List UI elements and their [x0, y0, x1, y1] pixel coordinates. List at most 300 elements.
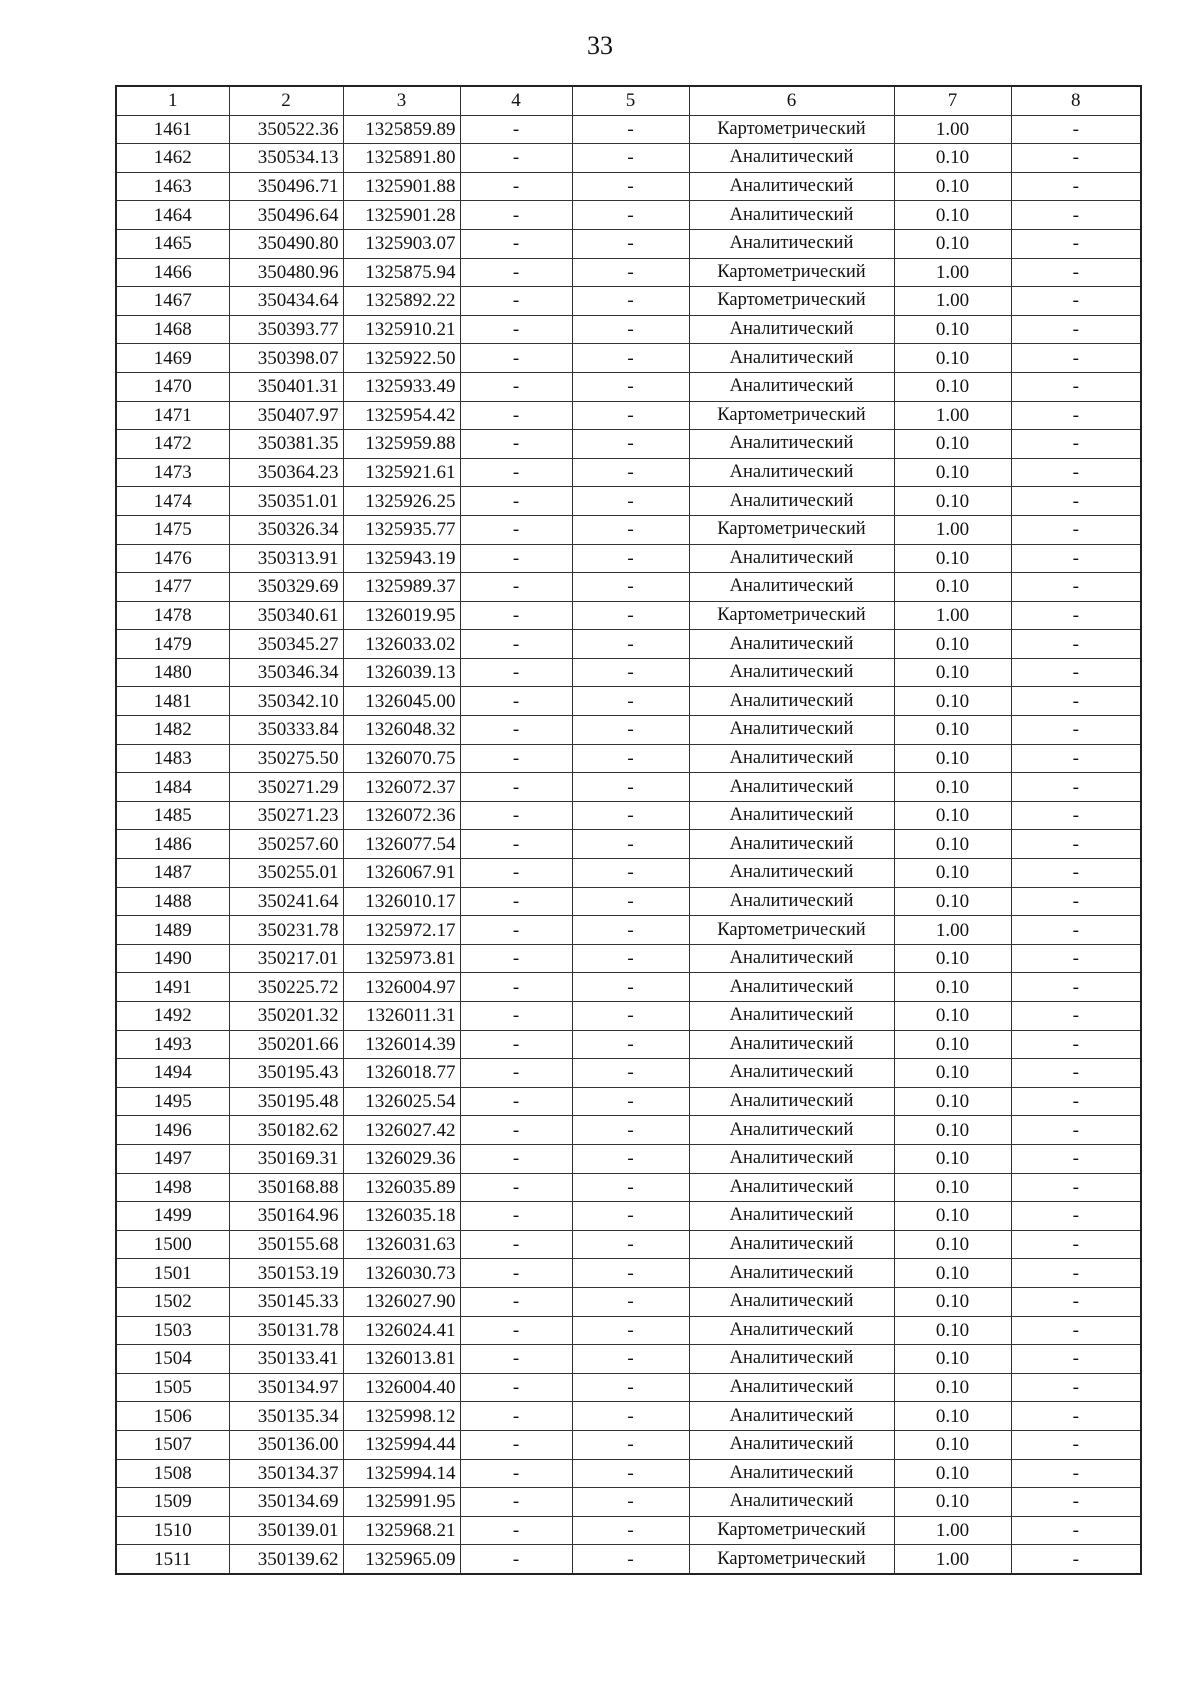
y-coordinate-cell: 1326070.75	[343, 744, 460, 773]
point-number-cell: 1505	[116, 1373, 229, 1402]
table-row	[116, 115, 1141, 144]
y-coordinate-cell: 1325891.80	[343, 144, 460, 173]
table-row	[116, 1488, 1141, 1517]
col8-cell: -	[1011, 372, 1141, 401]
table-row	[116, 944, 1141, 973]
method-cell: Аналитический	[689, 229, 894, 258]
y-coordinate-cell: 1326010.17	[343, 887, 460, 916]
y-coordinate-cell: 1326025.54	[343, 1087, 460, 1116]
col5-cell: -	[572, 1002, 689, 1031]
col4-cell: -	[460, 1345, 572, 1374]
method-cell: Аналитический	[689, 344, 894, 373]
col8-cell: -	[1011, 658, 1141, 687]
accuracy-cell: 0.10	[894, 1116, 1011, 1145]
method-cell: Аналитический	[689, 973, 894, 1002]
y-coordinate-cell: 1325998.12	[343, 1402, 460, 1431]
x-coordinate-cell: 350168.88	[229, 1173, 343, 1202]
accuracy-cell: 0.10	[894, 1316, 1011, 1345]
accuracy-cell: 0.10	[894, 458, 1011, 487]
col5-cell: -	[572, 1087, 689, 1116]
point-number-cell: 1495	[116, 1087, 229, 1116]
y-coordinate-cell: 1326072.37	[343, 773, 460, 802]
accuracy-cell: 0.10	[894, 201, 1011, 230]
x-coordinate-cell: 350340.61	[229, 601, 343, 630]
method-cell: Аналитический	[689, 1402, 894, 1431]
y-coordinate-cell: 1326024.41	[343, 1316, 460, 1345]
method-cell: Аналитический	[689, 773, 894, 802]
x-coordinate-cell: 350351.01	[229, 487, 343, 516]
col8-cell: -	[1011, 973, 1141, 1002]
x-coordinate-cell: 350271.23	[229, 801, 343, 830]
point-number-cell: 1490	[116, 944, 229, 973]
point-number-cell: 1504	[116, 1345, 229, 1374]
col5-cell: -	[572, 1144, 689, 1173]
method-cell: Картометрический	[689, 1516, 894, 1545]
col5-cell: -	[572, 1345, 689, 1374]
method-cell: Картометрический	[689, 287, 894, 316]
point-number-cell: 1461	[116, 115, 229, 144]
point-number-cell: 1463	[116, 172, 229, 201]
x-coordinate-cell: 350145.33	[229, 1287, 343, 1316]
accuracy-cell: 0.10	[894, 630, 1011, 659]
point-number-cell: 1467	[116, 287, 229, 316]
table-row	[116, 1316, 1141, 1345]
col5-cell: -	[572, 1459, 689, 1488]
col4-cell: -	[460, 544, 572, 573]
table-row	[116, 859, 1141, 888]
col4-cell: -	[460, 1545, 572, 1574]
accuracy-cell: 0.10	[894, 1202, 1011, 1231]
method-cell: Аналитический	[689, 887, 894, 916]
col4-cell: -	[460, 1516, 572, 1545]
method-cell: Аналитический	[689, 372, 894, 401]
col5-cell: -	[572, 830, 689, 859]
col4-cell: -	[460, 315, 572, 344]
point-number-cell: 1483	[116, 744, 229, 773]
table-row	[116, 887, 1141, 916]
col4-cell: -	[460, 1173, 572, 1202]
col5-cell: -	[572, 1430, 689, 1459]
point-number-cell: 1496	[116, 1116, 229, 1145]
col8-cell: -	[1011, 144, 1141, 173]
table-row	[116, 1087, 1141, 1116]
accuracy-cell: 1.00	[894, 601, 1011, 630]
x-coordinate-cell: 350522.36	[229, 115, 343, 144]
point-number-cell: 1476	[116, 544, 229, 573]
y-coordinate-cell: 1326027.42	[343, 1116, 460, 1145]
y-coordinate-cell: 1326013.81	[343, 1345, 460, 1374]
table-body	[116, 115, 1141, 1574]
point-number-cell: 1510	[116, 1516, 229, 1545]
col4-cell: -	[460, 744, 572, 773]
x-coordinate-cell: 350155.68	[229, 1230, 343, 1259]
accuracy-cell: 0.10	[894, 1402, 1011, 1431]
method-cell: Аналитический	[689, 944, 894, 973]
table-row	[116, 630, 1141, 659]
point-number-cell: 1508	[116, 1459, 229, 1488]
col4-cell: -	[460, 201, 572, 230]
col5-cell: -	[572, 744, 689, 773]
method-cell: Картометрический	[689, 515, 894, 544]
y-coordinate-cell: 1326048.32	[343, 716, 460, 745]
col5-cell: -	[572, 229, 689, 258]
col5-cell: -	[572, 1545, 689, 1574]
col5-cell: -	[572, 916, 689, 945]
accuracy-cell: 0.10	[894, 801, 1011, 830]
point-number-cell: 1478	[116, 601, 229, 630]
accuracy-cell: 0.10	[894, 773, 1011, 802]
table-row	[116, 744, 1141, 773]
col4-cell: -	[460, 144, 572, 173]
col4-cell: -	[460, 430, 572, 459]
y-coordinate-cell: 1325910.21	[343, 315, 460, 344]
col4-cell: -	[460, 229, 572, 258]
table-row	[116, 487, 1141, 516]
y-coordinate-cell: 1325972.17	[343, 916, 460, 945]
col4-cell: -	[460, 172, 572, 201]
header-col-7: 7	[894, 86, 1011, 115]
table-row	[116, 401, 1141, 430]
table-row	[116, 773, 1141, 802]
y-coordinate-cell: 1326072.36	[343, 801, 460, 830]
col4-cell: -	[460, 1230, 572, 1259]
col5-cell: -	[572, 687, 689, 716]
y-coordinate-cell: 1325901.28	[343, 201, 460, 230]
col4-cell: -	[460, 1259, 572, 1288]
col8-cell: -	[1011, 716, 1141, 745]
col8-cell: -	[1011, 344, 1141, 373]
col5-cell: -	[572, 430, 689, 459]
accuracy-cell: 0.10	[894, 372, 1011, 401]
col8-cell: -	[1011, 1144, 1141, 1173]
point-number-cell: 1494	[116, 1059, 229, 1088]
col8-cell: -	[1011, 744, 1141, 773]
table-row	[116, 1459, 1141, 1488]
accuracy-cell: 1.00	[894, 258, 1011, 287]
method-cell: Аналитический	[689, 687, 894, 716]
accuracy-cell: 0.10	[894, 1345, 1011, 1374]
method-cell: Аналитический	[689, 1287, 894, 1316]
x-coordinate-cell: 350393.77	[229, 315, 343, 344]
accuracy-cell: 0.10	[894, 687, 1011, 716]
table-row	[116, 687, 1141, 716]
x-coordinate-cell: 350496.64	[229, 201, 343, 230]
col8-cell: -	[1011, 887, 1141, 916]
col8-cell: -	[1011, 1516, 1141, 1545]
point-number-cell: 1481	[116, 687, 229, 716]
col5-cell: -	[572, 601, 689, 630]
method-cell: Аналитический	[689, 315, 894, 344]
accuracy-cell: 0.10	[894, 1144, 1011, 1173]
x-coordinate-cell: 350201.32	[229, 1002, 343, 1031]
x-coordinate-cell: 350333.84	[229, 716, 343, 745]
y-coordinate-cell: 1326067.91	[343, 859, 460, 888]
y-coordinate-cell: 1326039.13	[343, 658, 460, 687]
table-row	[116, 1230, 1141, 1259]
accuracy-cell: 0.10	[894, 887, 1011, 916]
table-row	[116, 1202, 1141, 1231]
header-col-2: 2	[229, 86, 343, 115]
point-number-cell: 1480	[116, 658, 229, 687]
x-coordinate-cell: 350326.34	[229, 515, 343, 544]
col5-cell: -	[572, 1287, 689, 1316]
col8-cell: -	[1011, 859, 1141, 888]
table-row	[116, 716, 1141, 745]
accuracy-cell: 1.00	[894, 287, 1011, 316]
col4-cell: -	[460, 487, 572, 516]
y-coordinate-cell: 1326004.40	[343, 1373, 460, 1402]
method-cell: Аналитический	[689, 172, 894, 201]
table-row	[116, 172, 1141, 201]
x-coordinate-cell: 350329.69	[229, 573, 343, 602]
col8-cell: -	[1011, 944, 1141, 973]
col5-cell: -	[572, 1488, 689, 1517]
col4-cell: -	[460, 1402, 572, 1431]
col8-cell: -	[1011, 1373, 1141, 1402]
table-row	[116, 1402, 1141, 1431]
col8-cell: -	[1011, 1087, 1141, 1116]
table-row	[116, 287, 1141, 316]
table-row	[116, 344, 1141, 373]
col5-cell: -	[572, 1230, 689, 1259]
col4-cell: -	[460, 1002, 572, 1031]
col5-cell: -	[572, 1202, 689, 1231]
table-row	[116, 144, 1141, 173]
y-coordinate-cell: 1326019.95	[343, 601, 460, 630]
accuracy-cell: 1.00	[894, 515, 1011, 544]
table-row	[116, 801, 1141, 830]
method-cell: Аналитический	[689, 1173, 894, 1202]
col4-cell: -	[460, 573, 572, 602]
y-coordinate-cell: 1325901.88	[343, 172, 460, 201]
accuracy-cell: 0.10	[894, 1059, 1011, 1088]
table-row	[116, 515, 1141, 544]
y-coordinate-cell: 1325935.77	[343, 515, 460, 544]
table-row	[116, 229, 1141, 258]
table-row	[116, 1545, 1141, 1574]
table-row	[116, 430, 1141, 459]
col4-cell: -	[460, 1202, 572, 1231]
col8-cell: -	[1011, 1345, 1141, 1374]
col8-cell: -	[1011, 1545, 1141, 1574]
x-coordinate-cell: 350534.13	[229, 144, 343, 173]
col8-cell: -	[1011, 1402, 1141, 1431]
x-coordinate-cell: 350153.19	[229, 1259, 343, 1288]
x-coordinate-cell: 350135.34	[229, 1402, 343, 1431]
y-coordinate-cell: 1326030.73	[343, 1259, 460, 1288]
x-coordinate-cell: 350434.64	[229, 287, 343, 316]
method-cell: Аналитический	[689, 1144, 894, 1173]
x-coordinate-cell: 350398.07	[229, 344, 343, 373]
col8-cell: -	[1011, 573, 1141, 602]
point-number-cell: 1500	[116, 1230, 229, 1259]
method-cell: Картометрический	[689, 916, 894, 945]
col5-cell: -	[572, 315, 689, 344]
point-number-cell: 1470	[116, 372, 229, 401]
accuracy-cell: 0.10	[894, 1259, 1011, 1288]
point-number-cell: 1471	[116, 401, 229, 430]
y-coordinate-cell: 1326045.00	[343, 687, 460, 716]
table-row	[116, 1373, 1141, 1402]
y-coordinate-cell: 1325875.94	[343, 258, 460, 287]
col8-cell: -	[1011, 544, 1141, 573]
col5-cell: -	[572, 1316, 689, 1345]
col8-cell: -	[1011, 1259, 1141, 1288]
x-coordinate-cell: 350401.31	[229, 372, 343, 401]
col4-cell: -	[460, 515, 572, 544]
accuracy-cell: 0.10	[894, 1430, 1011, 1459]
method-cell: Аналитический	[689, 1059, 894, 1088]
point-number-cell: 1506	[116, 1402, 229, 1431]
point-number-cell: 1499	[116, 1202, 229, 1231]
col8-cell: -	[1011, 401, 1141, 430]
col8-cell: -	[1011, 801, 1141, 830]
y-coordinate-cell: 1326027.90	[343, 1287, 460, 1316]
header-col-5: 5	[572, 86, 689, 115]
col5-cell: -	[572, 1173, 689, 1202]
x-coordinate-cell: 350134.69	[229, 1488, 343, 1517]
x-coordinate-cell: 350201.66	[229, 1030, 343, 1059]
method-cell: Картометрический	[689, 401, 894, 430]
y-coordinate-cell: 1325921.61	[343, 458, 460, 487]
coordinates-table	[115, 85, 1142, 1575]
col8-cell: -	[1011, 115, 1141, 144]
col8-cell: -	[1011, 1202, 1141, 1231]
accuracy-cell: 0.10	[894, 859, 1011, 888]
col4-cell: -	[460, 1087, 572, 1116]
point-number-cell: 1491	[116, 973, 229, 1002]
col8-cell: -	[1011, 916, 1141, 945]
col8-cell: -	[1011, 430, 1141, 459]
accuracy-cell: 0.10	[894, 229, 1011, 258]
table-row	[116, 458, 1141, 487]
x-coordinate-cell: 350313.91	[229, 544, 343, 573]
point-number-cell: 1462	[116, 144, 229, 173]
page-number: 33	[587, 31, 613, 60]
point-number-cell: 1507	[116, 1430, 229, 1459]
accuracy-cell: 0.10	[894, 430, 1011, 459]
header-col-3: 3	[343, 86, 460, 115]
method-cell: Аналитический	[689, 1002, 894, 1031]
table-row	[116, 830, 1141, 859]
x-coordinate-cell: 350139.62	[229, 1545, 343, 1574]
accuracy-cell: 0.10	[894, 344, 1011, 373]
method-cell: Аналитический	[689, 458, 894, 487]
col8-cell: -	[1011, 1316, 1141, 1345]
point-number-cell: 1472	[116, 430, 229, 459]
accuracy-cell: 0.10	[894, 1488, 1011, 1517]
accuracy-cell: 0.10	[894, 1030, 1011, 1059]
method-cell: Аналитический	[689, 1230, 894, 1259]
method-cell: Аналитический	[689, 144, 894, 173]
table-row	[116, 1287, 1141, 1316]
y-coordinate-cell: 1326004.97	[343, 973, 460, 1002]
accuracy-cell: 0.10	[894, 544, 1011, 573]
col8-cell: -	[1011, 1002, 1141, 1031]
col8-cell: -	[1011, 1030, 1141, 1059]
x-coordinate-cell: 350217.01	[229, 944, 343, 973]
col5-cell: -	[572, 458, 689, 487]
y-coordinate-cell: 1325965.09	[343, 1545, 460, 1574]
col8-cell: -	[1011, 515, 1141, 544]
col4-cell: -	[460, 1373, 572, 1402]
accuracy-cell: 0.10	[894, 144, 1011, 173]
accuracy-cell: 1.00	[894, 1516, 1011, 1545]
accuracy-cell: 0.10	[894, 830, 1011, 859]
x-coordinate-cell: 350134.37	[229, 1459, 343, 1488]
col5-cell: -	[572, 1402, 689, 1431]
col8-cell: -	[1011, 1230, 1141, 1259]
x-coordinate-cell: 350275.50	[229, 744, 343, 773]
point-number-cell: 1479	[116, 630, 229, 659]
point-number-cell: 1509	[116, 1488, 229, 1517]
col4-cell: -	[460, 916, 572, 945]
col5-cell: -	[572, 1116, 689, 1145]
col8-cell: -	[1011, 1287, 1141, 1316]
table-row	[116, 916, 1141, 945]
y-coordinate-cell: 1325989.37	[343, 573, 460, 602]
method-cell: Аналитический	[689, 573, 894, 602]
point-number-cell: 1487	[116, 859, 229, 888]
col4-cell: -	[460, 1059, 572, 1088]
col8-cell: -	[1011, 258, 1141, 287]
y-coordinate-cell: 1325859.89	[343, 115, 460, 144]
point-number-cell: 1482	[116, 716, 229, 745]
col4-cell: -	[460, 344, 572, 373]
table-row	[116, 1259, 1141, 1288]
col4-cell: -	[460, 1316, 572, 1345]
header-col-8: 8	[1011, 86, 1141, 115]
method-cell: Аналитический	[689, 1116, 894, 1145]
y-coordinate-cell: 1325892.22	[343, 287, 460, 316]
y-coordinate-cell: 1325991.95	[343, 1488, 460, 1517]
method-cell: Аналитический	[689, 1316, 894, 1345]
table-row	[116, 1116, 1141, 1145]
col5-cell: -	[572, 658, 689, 687]
accuracy-cell: 0.10	[894, 1230, 1011, 1259]
col5-cell: -	[572, 1059, 689, 1088]
table-row	[116, 1144, 1141, 1173]
y-coordinate-cell: 1325959.88	[343, 430, 460, 459]
col8-cell: -	[1011, 830, 1141, 859]
col8-cell: -	[1011, 1116, 1141, 1145]
method-cell: Аналитический	[689, 1030, 894, 1059]
col5-cell: -	[572, 144, 689, 173]
accuracy-cell: 0.10	[894, 1173, 1011, 1202]
col5-cell: -	[572, 1030, 689, 1059]
point-number-cell: 1484	[116, 773, 229, 802]
y-coordinate-cell: 1325994.14	[343, 1459, 460, 1488]
col8-cell: -	[1011, 773, 1141, 802]
col4-cell: -	[460, 1459, 572, 1488]
col4-cell: -	[460, 601, 572, 630]
accuracy-cell: 0.10	[894, 1002, 1011, 1031]
point-number-cell: 1466	[116, 258, 229, 287]
accuracy-cell: 1.00	[894, 115, 1011, 144]
col4-cell: -	[460, 830, 572, 859]
col5-cell: -	[572, 372, 689, 401]
point-number-cell: 1488	[116, 887, 229, 916]
y-coordinate-cell: 1325903.07	[343, 229, 460, 258]
col5-cell: -	[572, 859, 689, 888]
col8-cell: -	[1011, 487, 1141, 516]
x-coordinate-cell: 350133.41	[229, 1345, 343, 1374]
accuracy-cell: 0.10	[894, 573, 1011, 602]
x-coordinate-cell: 350381.35	[229, 430, 343, 459]
col4-cell: -	[460, 658, 572, 687]
y-coordinate-cell: 1325926.25	[343, 487, 460, 516]
method-cell: Аналитический	[689, 801, 894, 830]
